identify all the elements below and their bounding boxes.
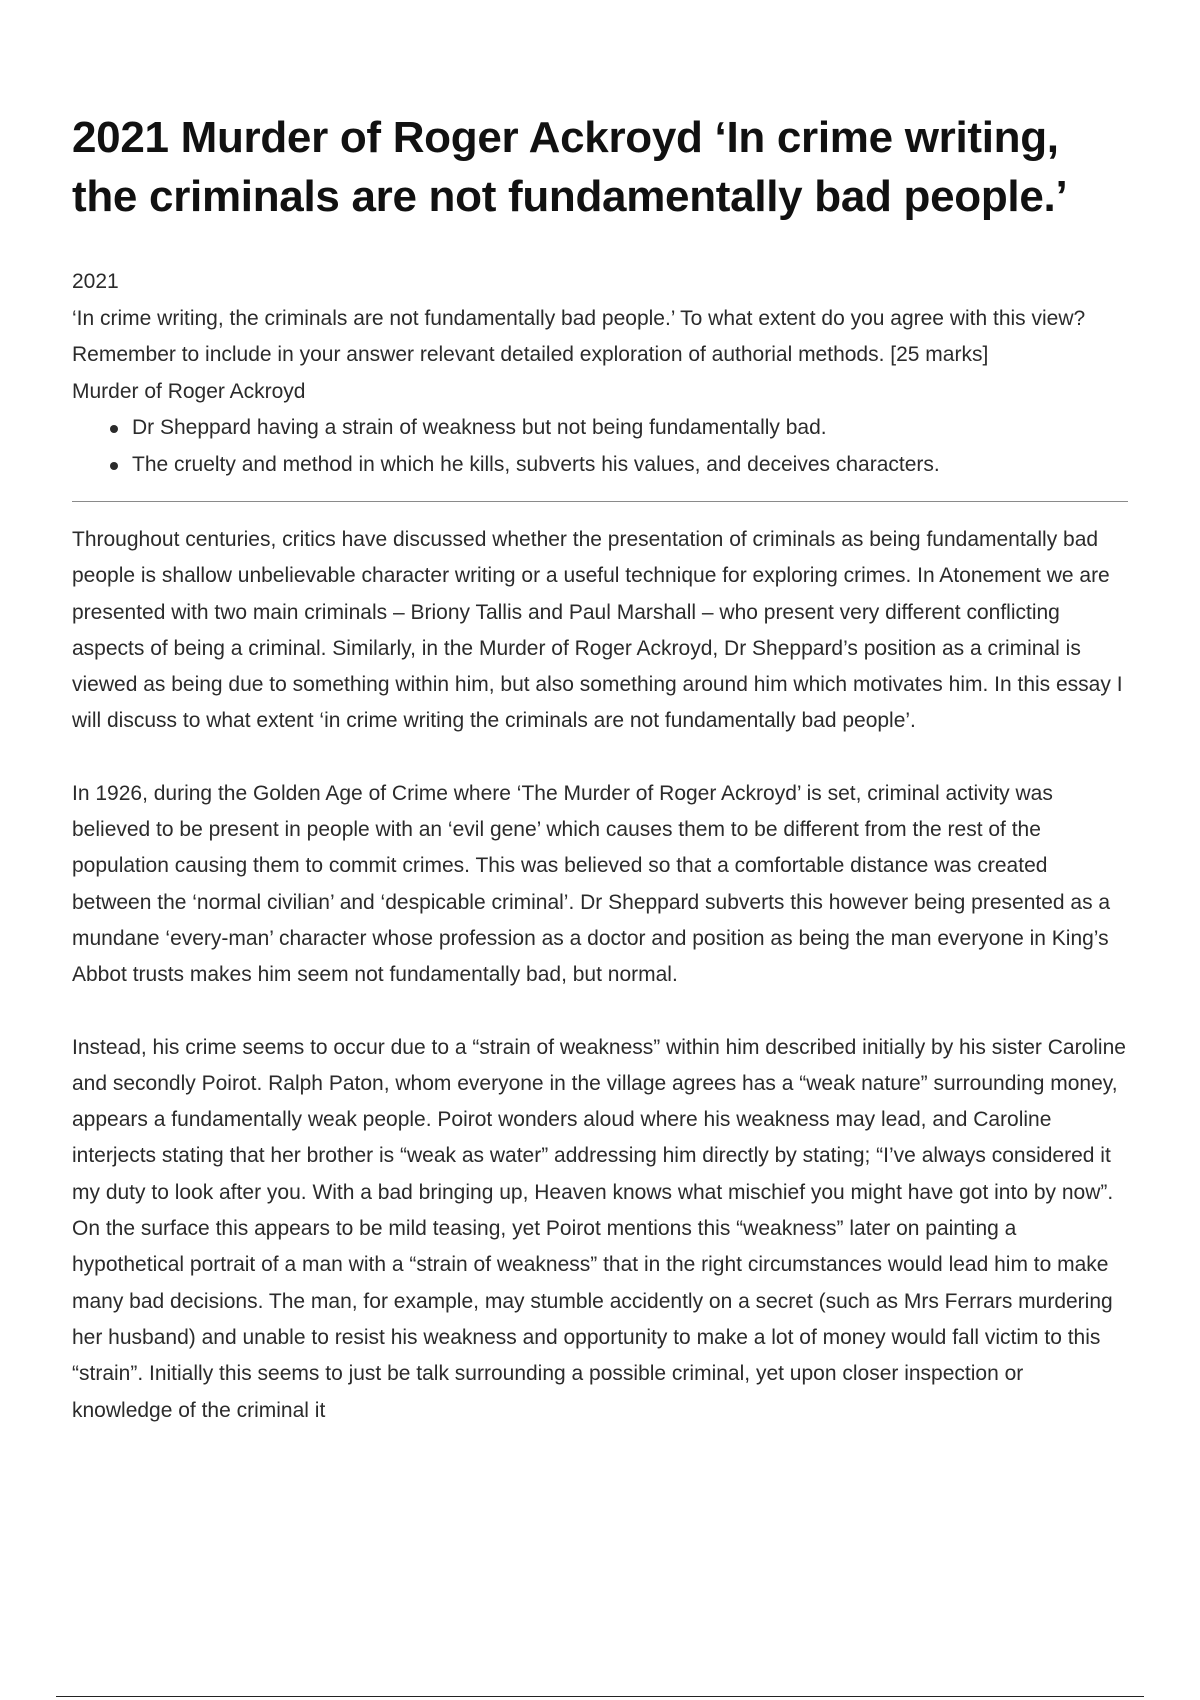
text-label: Murder of Roger Ackroyd (72, 379, 306, 403)
document-page (72, 108, 1128, 1465)
essay-paragraph-weakness: Instead, his crime seems to occur due to a “strain of weakness” within him described initially by his sister Caroline and secondly Poirot. Ralph Paton, whom everyone in the village agrees has a “weak nature” surrounding money, appears a fundamentally weak people. Poirot wonders aloud where his weakness may lead, and Caroline interjects stating that her brother is “weak as water” addressing him directly by stating; “I’ve always considered it my duty to look after you. With a bad bringing up, Heaven knows what mischief you might have got into by now”. On the surface this appears to be mild teasing, yet Poirot mentions this “weakness” later on painting a hypothetical portrait of a man with a “strain of weakness” that in the right circumstances would lead him to make many bad decisions. The man, for example, may stumble accidently on a secret (such as Mrs Ferrars murdering her husband) and unable to resist his weakness and opportunity to make a lot of money would fall victim to this “strain”. Initially this seems to just be talk surrounding a possible criminal, yet upon closer inspection or knowledge of the criminal it (72, 1035, 1126, 1422)
question-block (72, 264, 1128, 483)
bullet-dot-icon (110, 462, 118, 470)
essay-paragraph-intro: Throughout centuries, critics have discussed whether the presentation of criminals as being fundamentally bad people is shallow unbelievable character writing or a useful technique for exploring crimes. In Atonement we are presented with two main criminals – Briony Tallis and Paul Marshall – who present very different conflicting aspects of being a criminal. Similarly, in the Murder of Roger Ackroyd, Dr Sheppard’s position as a criminal is viewed as being due to something within him, but also something around him which motivates him. In this essay I will discuss to what extent ‘in crime writing the criminals are not fundamentally bad people’. (72, 528, 1123, 733)
bullet-dot-icon (110, 425, 118, 433)
essay-body (72, 522, 1128, 1429)
section-divider (72, 501, 1128, 502)
question-text: ‘In crime writing, the criminals are not fundamentally bad people.’ To what extent do you agree with this view? Remember to include in your answer relevant detailed exploration of authorial methods. [25 marks] (72, 306, 1086, 366)
page-bottom-rule (56, 1696, 1144, 1697)
document-title: 2021 Murder of Roger Ackroyd ‘In crime writing, the criminals are not fundamentally bad people.’ (72, 113, 1068, 221)
plan-bullet (108, 447, 1128, 484)
essay-paragraph-context: In 1926, during the Golden Age of Crime where ‘The Murder of Roger Ackroyd’ is set, criminal activity was believed to be present in people with an ‘evil gene’ which causes them to be different from the rest of the population causing them to commit crimes. This was believed so that a comfortable distance was created between the ‘normal civilian’ and ‘despicable criminal’. Dr Sheppard subverts this however being presented as a mundane ‘every-man’ character whose profession as a doctor and position as being the man everyone in King’s Abbot trusts makes him seem not fundamentally bad, but normal. (72, 781, 1111, 987)
question-year: 2021 (72, 270, 119, 293)
plan-bullet-text: The cruelty and method in which he kills, subverts his values, and deceives characters. (132, 452, 940, 476)
plan-bullet-text: Dr Sheppard having a strain of weakness but not being fundamentally bad. (132, 416, 827, 439)
plan-bullet (108, 410, 1128, 447)
plan-bullet-list (72, 410, 1128, 483)
